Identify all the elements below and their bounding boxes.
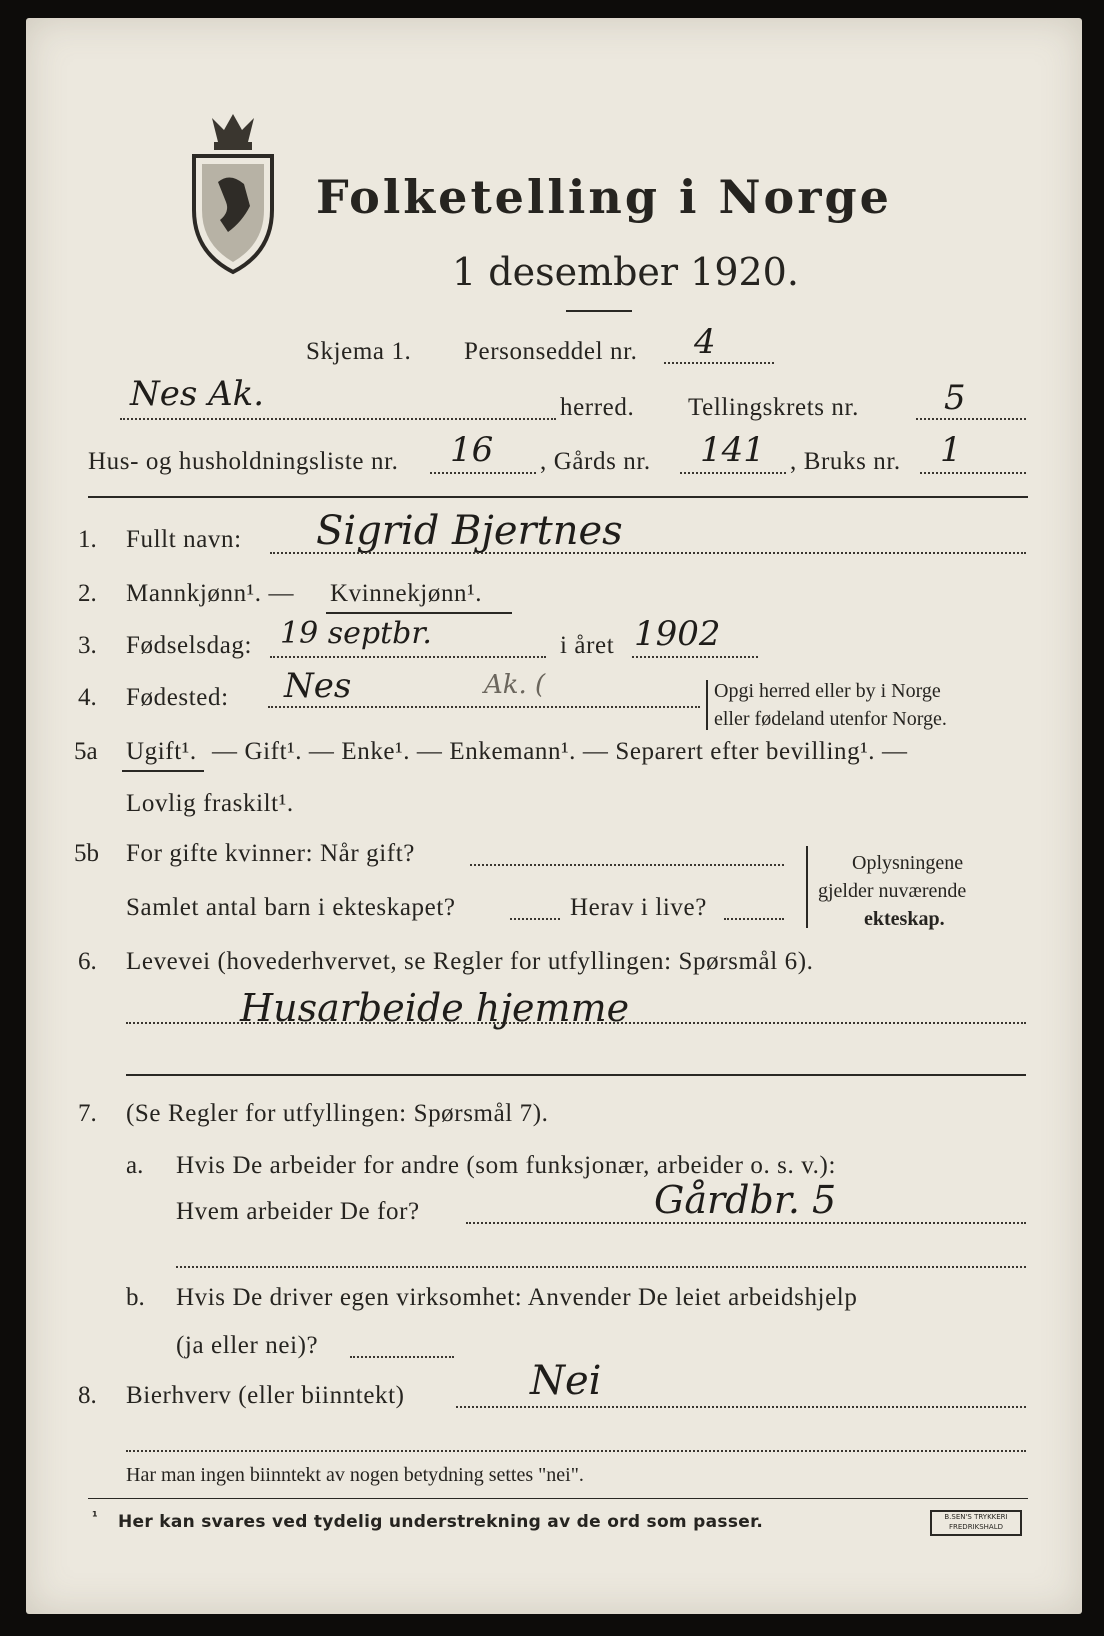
q6-line-2	[126, 1074, 1026, 1076]
q5b-label-alive: Herav i live?	[570, 894, 707, 921]
q3-year-line	[632, 656, 758, 658]
q2-female-underline	[326, 612, 512, 614]
q4-line	[268, 706, 700, 708]
title-divider	[566, 310, 632, 312]
q7-label: (Se Regler for utfyllingen: Spørsmål 7).	[126, 1100, 549, 1127]
herred-value[interactable]: Nes Ak.	[130, 374, 265, 414]
q2-label-female[interactable]: Kvinnekjønn¹.	[330, 580, 483, 607]
form-title: Folketelling i Norge	[316, 170, 892, 224]
husliste-value[interactable]: 16	[450, 430, 494, 470]
q7b-letter: b.	[126, 1284, 145, 1311]
q6-label: Levevei (hovederhvervet, se Regler for utfyllingen: Spørsmål 6).	[126, 948, 814, 975]
bruks-value[interactable]: 1	[940, 430, 962, 470]
q3-year-label: i året	[560, 632, 615, 659]
q4-note-2: eller fødeland utenfor Norge.	[714, 708, 947, 730]
q3-label: Fødselsdag:	[126, 632, 253, 659]
q3-value[interactable]: 19 septbr.	[280, 616, 432, 651]
gards-line	[680, 472, 786, 474]
q3-line	[270, 656, 546, 658]
skjema-label: Skjema 1.	[306, 338, 412, 365]
q5b-brace	[806, 846, 808, 928]
q7a-label: Hvis De arbeider for andre (som funksjonær, arbeider o. s. v.):	[176, 1152, 836, 1179]
q1-value[interactable]: Sigrid Bjertnes	[316, 508, 623, 554]
personseddel-label: Personseddel nr.	[464, 338, 638, 365]
q3-year-value[interactable]: 1902	[634, 614, 721, 654]
q2-label-male[interactable]: Mannkjønn¹. —	[126, 580, 295, 607]
q5b-alive-line	[724, 918, 784, 920]
q7a-letter: a.	[126, 1152, 144, 1179]
q4-value[interactable]: Nes	[284, 666, 352, 706]
tellingskrets-line	[916, 418, 1026, 420]
coat-of-arms-icon	[180, 112, 286, 278]
q1-line	[270, 552, 1026, 554]
q5b-married-line	[470, 864, 784, 866]
q7b-line	[350, 1356, 454, 1358]
q1-label: Fullt navn:	[126, 526, 242, 553]
gards-value[interactable]: 141	[700, 430, 765, 470]
q4-value-secondary[interactable]: Ak. (	[484, 670, 546, 700]
q5a-fraskilt[interactable]: Lovlig fraskilt¹.	[126, 790, 294, 817]
herred-line	[120, 418, 556, 420]
q5b-number: 5b	[74, 840, 99, 867]
q5b-label-children: Samlet antal barn i ekteskapet?	[126, 894, 456, 921]
q6-value[interactable]: Husarbeide hjemme	[240, 986, 630, 1030]
husliste-label: Hus- og husholdningsliste nr.	[88, 448, 399, 475]
q8-line-1	[456, 1406, 1026, 1408]
bruks-label: , Bruks nr.	[790, 448, 901, 475]
q7a-line-1	[466, 1222, 1026, 1224]
q5b-note-3: ekteskap.	[864, 908, 945, 930]
q5a-number: 5a	[74, 738, 98, 765]
q7a-line-2	[176, 1266, 1026, 1268]
tellingskrets-label: Tellingskrets nr.	[688, 394, 859, 421]
footnote-mark: ¹	[92, 1510, 98, 1525]
gards-label: , Gårds nr.	[540, 448, 651, 475]
printer-stamp-text: B.SEN'S TRYKKERI FREDRIKSHALD	[944, 1513, 1008, 1531]
q7b-label-yesno: (ja eller nei)?	[176, 1332, 319, 1359]
q4-note-1: Opgi herred eller by i Norge	[714, 680, 941, 702]
q5b-note-1: Oplysningene	[852, 852, 964, 874]
husliste-line	[430, 472, 536, 474]
q4-brace	[706, 680, 708, 730]
q6-line-1	[126, 1022, 1026, 1024]
tellingskrets-value[interactable]: 5	[944, 378, 966, 418]
q1-number: 1.	[78, 526, 97, 553]
q6-number: 6.	[78, 948, 97, 975]
q5a-options[interactable]: — Gift¹. — Enke¹. — Enkemann¹. — Separert efter bevilling¹. —	[212, 738, 908, 765]
q5b-children-line	[510, 918, 560, 920]
q5b-label-married: For gifte kvinner: Når gift?	[126, 840, 415, 867]
form-date: 1 desember 1920.	[452, 250, 799, 294]
personseddel-line	[664, 362, 774, 364]
q4-number: 4.	[78, 684, 97, 711]
q8-line-2	[126, 1450, 1026, 1452]
q4-label: Fødested:	[126, 684, 229, 711]
q7a-label-who: Hvem arbeider De for?	[176, 1198, 420, 1225]
q5a-ugift[interactable]: Ugift¹.	[126, 738, 197, 765]
nei-note: Har man ingen biinntekt av nogen betydning settes "nei".	[126, 1464, 584, 1486]
footnote-rule	[88, 1498, 1028, 1499]
q5b-note-2: gjelder nuværende	[818, 880, 967, 902]
q3-number: 3.	[78, 632, 97, 659]
footnote: Her kan svares ved tydelig understrekning av de ord som passer.	[118, 1512, 764, 1532]
q8-value[interactable]: Nei	[530, 1358, 602, 1404]
personseddel-value[interactable]: 4	[694, 322, 716, 362]
q5a-ugift-underline	[122, 770, 204, 772]
herred-label: herred.	[560, 394, 635, 421]
header-rule	[88, 496, 1028, 498]
q7a-value[interactable]: Gårdbr. 5	[654, 1178, 837, 1222]
q8-label: Bierhverv (eller biinntekt)	[126, 1382, 405, 1409]
printer-stamp	[930, 1510, 1022, 1536]
q7b-label: Hvis De driver egen virksomhet: Anvender De leiet arbeidshjelp	[176, 1284, 858, 1311]
q2-number: 2.	[78, 580, 97, 607]
q8-number: 8.	[78, 1382, 97, 1409]
bruks-line	[920, 472, 1026, 474]
q7-number: 7.	[78, 1100, 97, 1127]
